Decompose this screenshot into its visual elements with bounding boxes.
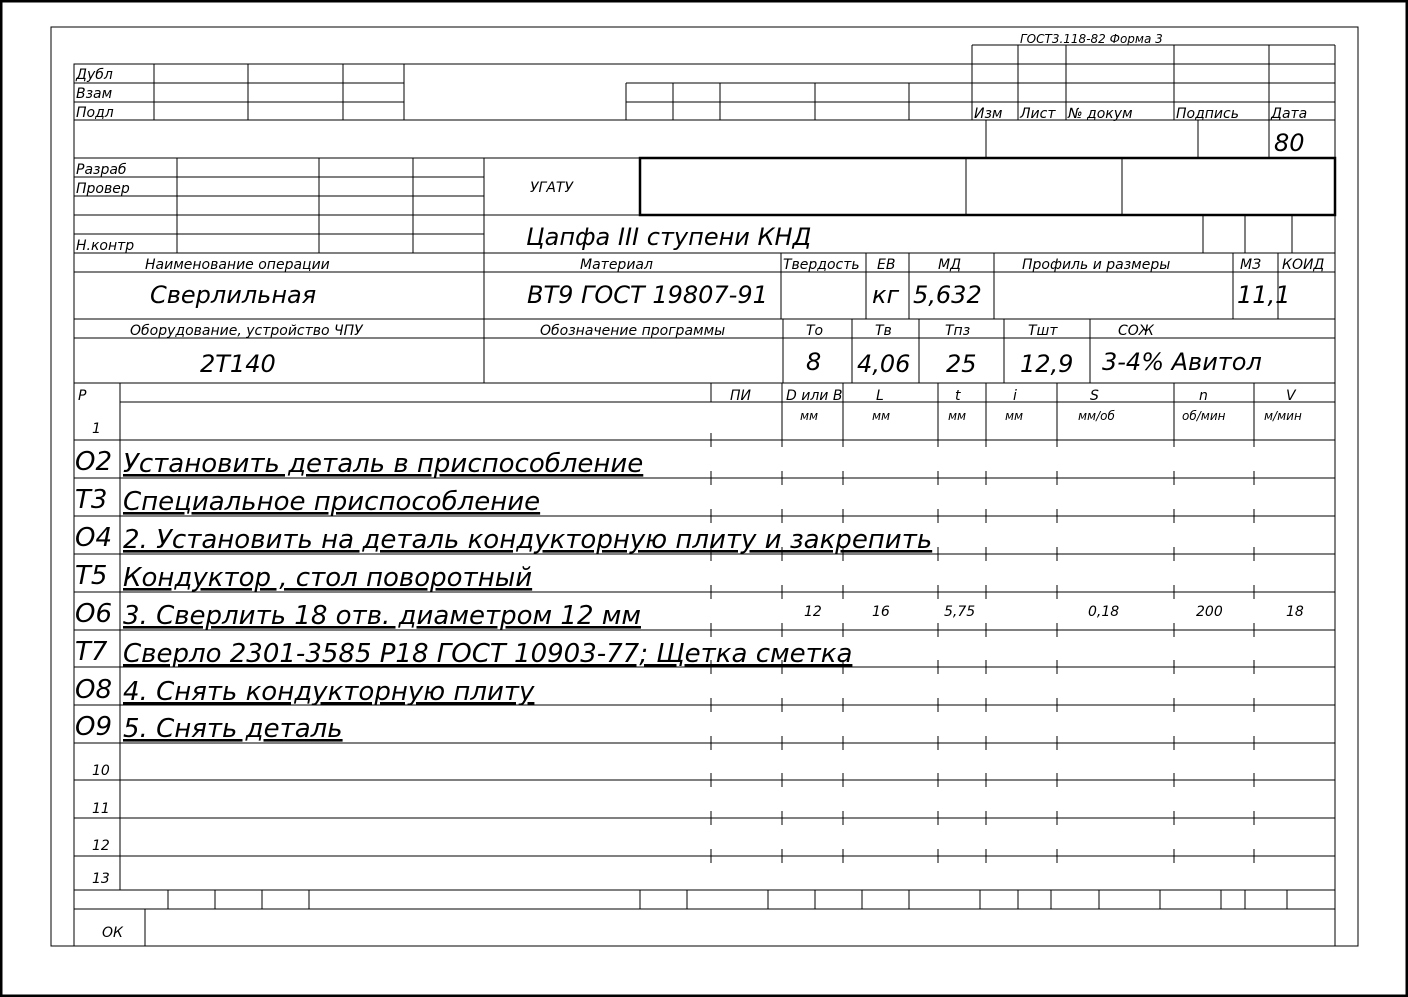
rev-date: Дата: [1271, 106, 1308, 122]
row-mark: 12: [92, 838, 110, 854]
row-mark: О9: [75, 712, 113, 742]
hdr-equipment: Оборудование, устройство ЧПУ: [130, 323, 363, 339]
unit-n: об/мин: [1182, 409, 1226, 423]
row-text: Установить деталь в приспособление: [123, 449, 644, 479]
val-mz: 11,1: [1237, 281, 1291, 309]
row-mark: 1: [92, 421, 101, 437]
rev-izm: Изм: [974, 106, 1003, 122]
gost-form-label: ГОСТ3.118-82 Форма 3: [1020, 32, 1163, 46]
hdr-s: S: [1090, 388, 1099, 404]
val-md: 5,632: [913, 281, 982, 309]
hdr-to: То: [806, 323, 824, 339]
hdr-program: Обозначение программы: [540, 323, 726, 339]
role-razrab: Разраб: [76, 162, 127, 178]
val-equipment: 2Т140: [200, 350, 276, 378]
rev-sign: Подпись: [1176, 106, 1239, 122]
hdr-operation-name: Наименование операции: [145, 257, 330, 273]
row-mark: 10: [92, 763, 110, 779]
rev-list: Лист: [1020, 106, 1056, 122]
param-n: 200: [1196, 604, 1223, 620]
hdr-koid: КОИД: [1282, 257, 1325, 273]
param-v: 18: [1286, 604, 1304, 620]
hdr-v: V: [1286, 388, 1296, 404]
param-l: 16: [872, 604, 890, 620]
hdr-material: Материал: [580, 257, 653, 273]
hdr-hardness: Твердость: [783, 257, 860, 273]
role-prover: Провер: [76, 181, 130, 197]
hdr-mz: МЗ: [1240, 257, 1262, 273]
val-to: 8: [806, 348, 822, 376]
stamp-vzam: Взам: [76, 86, 113, 102]
val-tpz: 25: [946, 350, 977, 378]
rev-doc: № докум: [1068, 106, 1133, 122]
param-d: 12: [804, 604, 822, 620]
stamp-dubl: Дубл: [76, 67, 113, 83]
row-text: Кондуктор , стол поворотный: [123, 563, 533, 593]
unit-s: мм/об: [1078, 409, 1115, 423]
val-operation: Сверлильная: [150, 281, 317, 309]
val-tv: 4,06: [857, 350, 911, 378]
row-mark: 11: [92, 801, 110, 817]
role-nkontr: Н.контр: [76, 238, 135, 254]
row-mark: 13: [92, 871, 110, 887]
org-name: УГАТУ: [530, 180, 573, 196]
val-sozh: 3-4% Авитол: [1102, 348, 1262, 376]
val-tsht: 12,9: [1020, 350, 1074, 378]
param-s: 0,18: [1088, 604, 1120, 620]
stamp-podl: Подл: [76, 105, 114, 121]
unit-i: мм: [1005, 409, 1024, 423]
hdr-profile: Профиль и размеры: [1022, 257, 1171, 273]
unit-d: мм: [800, 409, 819, 423]
row-mark: О2: [75, 447, 113, 477]
sheet-number: 80: [1274, 129, 1305, 157]
hdr-tsht: Тшт: [1028, 323, 1058, 339]
hdr-n: n: [1199, 388, 1208, 404]
hdr-ev: ЕВ: [877, 257, 896, 273]
hdr-tv: Тв: [875, 323, 892, 339]
operation-rows: [75, 421, 932, 887]
row-mark: Т7: [75, 637, 108, 667]
hdr-i: i: [1013, 388, 1017, 404]
unit-l: мм: [872, 409, 891, 423]
val-ev: кг: [872, 281, 900, 309]
row-mark: О4: [75, 523, 113, 553]
row-text: Специальное приспособление: [123, 487, 541, 517]
hdr-tpz: Тпз: [945, 323, 971, 339]
param-t: 5,75: [944, 604, 976, 620]
unit-t: мм: [948, 409, 967, 423]
row-text: 4. Снять кондукторную плиту: [123, 677, 535, 707]
hdr-t: t: [955, 388, 961, 404]
hdr-md: МД: [938, 257, 962, 273]
part-name: Цапфа III ступени КНД: [526, 223, 812, 251]
row-mark: Т3: [75, 485, 108, 515]
row-mark: О6: [75, 599, 113, 629]
row-text: 3. Сверлить 18 отв. диаметром 12 мм: [123, 601, 641, 631]
hdr-pi: ПИ: [730, 388, 751, 404]
unit-v: м/мин: [1264, 409, 1302, 423]
footer-ok: ОК: [102, 925, 123, 941]
hdr-d: D или В: [786, 388, 843, 404]
hdr-r: Р: [78, 388, 87, 404]
val-material: ВТ9 ГОСТ 19807-91: [527, 281, 768, 309]
row-text: 2. Установить на деталь кондукторную плиту и закрепить: [123, 525, 933, 555]
hdr-l: L: [876, 388, 884, 404]
row-text: 5. Снять деталь: [123, 714, 343, 744]
row-mark: Т5: [75, 561, 108, 591]
row-mark: О8: [75, 675, 113, 705]
hdr-sozh: СОЖ: [1118, 323, 1154, 339]
row-text: Сверло 2301-3585 Р18 ГОСТ 10903-77; Щетка сметка: [123, 639, 853, 669]
